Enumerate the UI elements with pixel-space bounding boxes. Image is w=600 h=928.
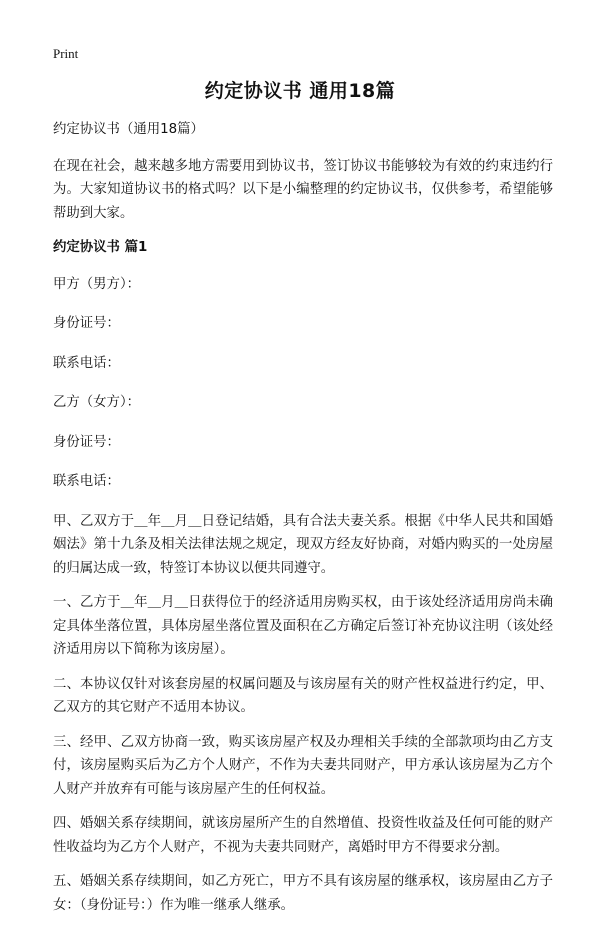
document-subtitle: 约定协议书（通用18篇）	[53, 122, 204, 137]
document-body	[53, 118, 553, 928]
section-heading: 约定协议书 篇1	[53, 240, 148, 255]
party-b-phone-field: 联系电话：	[53, 474, 120, 489]
party-b-field: 乙方（女方）：	[53, 395, 141, 410]
intro-paragraph: 在现在社会，越来越多地方需要用到协议书，签订协议书能够较为有效的约束违约行为。大家知道协议书的格式吗？以下是小编整理的约定协议书，仅供参考，希望能够帮助到大家。	[53, 158, 553, 221]
clause-3: 三、经甲、乙双方协商一致，购买该房屋产权及办理相关手续的全部款项均由乙方支付，该房屋购买后为乙方个人财产，不作为夫妻共同财产，甲方承认该房屋为乙方个人财产并放弃有可能与该房屋产生的任何权益。	[53, 734, 553, 797]
party-a-id-field: 身份证号：	[53, 316, 120, 331]
print-link[interactable]: Print	[53, 46, 79, 61]
party-a-field: 甲方（男方）：	[53, 276, 141, 292]
party-a-phone-field: 联系电话：	[53, 355, 120, 371]
clause-4: 四、婚姻关系存续期间，就该房屋所产生的自然增值、投资性收益及任何可能的财产性收益均为乙方个人财产，不视为夫妻共同财产，离婚时甲方不得要求分割。	[53, 816, 553, 855]
clause-5: 五、婚姻关系存续期间，如乙方死亡，甲方不具有该房屋的继承权，该房屋由乙方子女：（身份证号：）作为唯一继承人继承。	[53, 874, 553, 913]
document-title: 约定协议书 通用18篇	[204, 80, 396, 102]
agreement-preamble: 甲、乙双方于＿年＿月＿日登记结婚，具有合法夫妻关系。根据《中华人民共和国婚姻法》第十九条及相关法律法规之规定，现双方经友好协商，对婚内购买的一处房屋的归属达成一致，特签订本协议以便共同遵守。	[53, 513, 553, 576]
party-b-id-field: 身份证号：	[53, 434, 120, 450]
clause-1: 一、乙方于＿年＿月＿日获得位于的经济适用房购买权，由于该处经济适用房尚未确定具体坐落位置，具体房屋坐落位置及面积在乙方确定后签订补充协议注明（该处经济适用房以下简称为该房屋）。	[53, 595, 553, 657]
clause-2: 二、本协议仅针对该套房屋的权属问题及与该房屋有关的财产性权益进行约定，甲、乙双方的其它财产不适用本协议。	[53, 676, 553, 715]
